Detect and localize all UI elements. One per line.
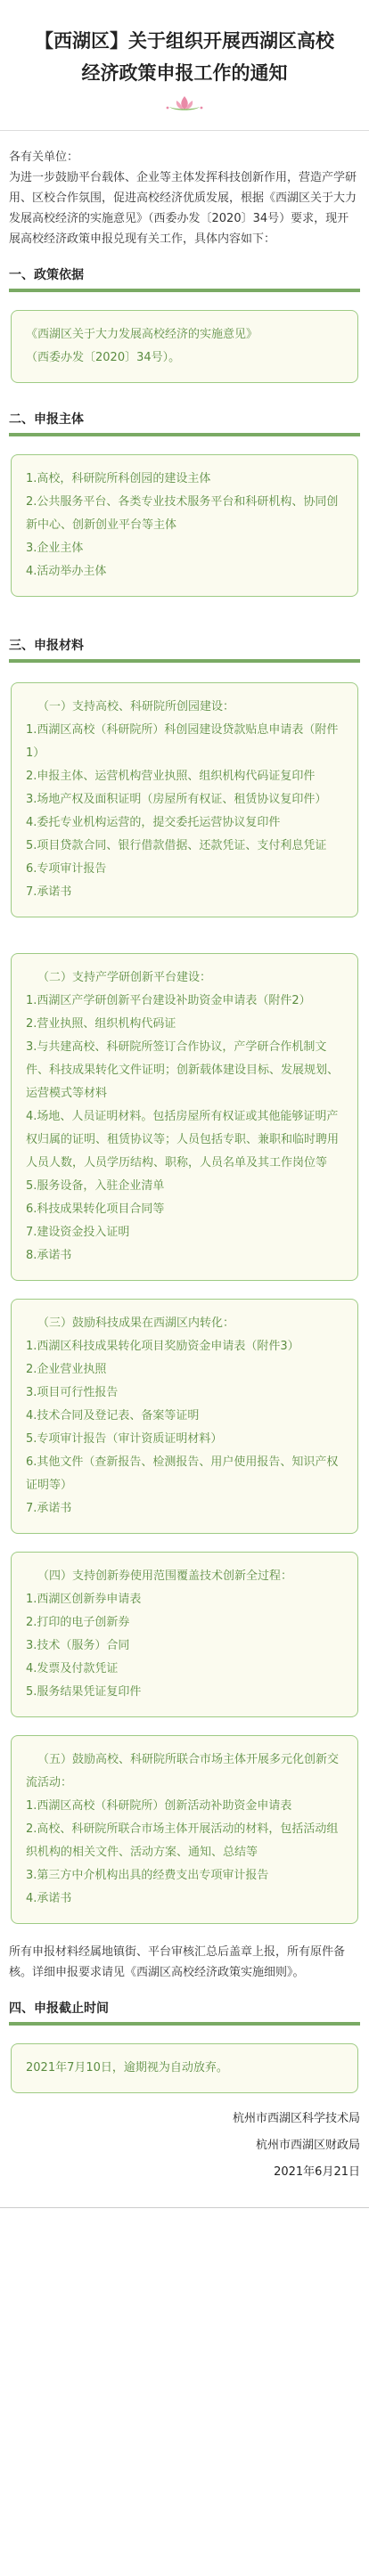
materials-card-2 [11, 953, 358, 1281]
list-item: 5.专项审计报告（审计资质证明材料） [26, 1432, 223, 1446]
list-item: 7.承诺书 [26, 885, 72, 899]
materials-card-4 [11, 1552, 358, 1717]
list-item: 5.项目贷款合同、银行借款借据、还款凭证、支付利息凭证 [26, 839, 327, 852]
section-heading-subjects: 二、申报主体 [9, 410, 360, 436]
group-title: （一）支持高校、科研院所创园建设： [37, 700, 235, 713]
list-item: 1.高校，科研院所科创园的建设主体 [26, 472, 211, 485]
list-item: 4.技术合同及登记表、备案等证明 [26, 1409, 200, 1423]
list-item: 5.服务设备，入驻企业清单 [26, 1179, 165, 1193]
list-item: 1.西湖区创新券申请表 [26, 1593, 142, 1606]
list-item: 2.企业营业执照 [26, 1363, 107, 1376]
list-item: 3.第三方中介机构出具的经费支出专项审计报告 [26, 1869, 269, 1882]
list-item: 1.西湖区产学研创新平台建设补助资金申请表（附件2） [26, 994, 311, 1007]
list-item: 4.承诺书 [26, 1892, 72, 1905]
list-item: 3.项目可行性报告 [26, 1386, 119, 1399]
list-item: 8.承诺书 [26, 1249, 72, 1262]
list-item: 2.公共服务平台、各类专业技术服务平台和科研机构、协同创新中心、创新创业平台等主体 [26, 495, 339, 532]
list-item: 5.服务结果凭证复印件 [26, 1685, 142, 1699]
section-heading-basis: 一、政策依据 [9, 265, 360, 292]
section-underline [9, 433, 360, 436]
list-item: 6.其他文件（查新报告、检测报告、用户使用报告、知识产权证明等） [26, 1455, 339, 1492]
group-title: （二）支持产学研创新平台建设： [37, 971, 212, 984]
materials-card-3 [11, 1299, 358, 1534]
basis-card: 《西湖区关于大力发展高校经济的实施意见》 （西委办发〔2020〕34号）。 [11, 310, 358, 383]
lotus-icon [164, 94, 205, 112]
issue-date: 2021年6月21日 [274, 2165, 360, 2179]
list-item: 7.承诺书 [26, 1502, 72, 1515]
list-item: 2.申报主体、运营机构营业执照、组织机构代码证复印件 [26, 770, 316, 783]
signature-block [0, 2093, 369, 2186]
list-item: 6.专项审计报告 [26, 862, 107, 876]
section-underline [9, 289, 360, 292]
article-header [0, 0, 369, 112]
group-title: （四）支持创新券使用范围覆盖技术创新全过程： [37, 1569, 293, 1583]
list-item: 6.科技成果转化项目合同等 [26, 1202, 165, 1216]
list-item: 1.西湖区科技成果转化项目奖励资金申请表（附件3） [26, 1340, 299, 1353]
bottom-divider [0, 2207, 369, 2208]
list-item: 3.与共建高校、科研院所签订合作协议，产学研合作机制文件、科技成果转化文件证明；创新载体建设目标、发展规划、运营模式等材料 [26, 1040, 340, 1100]
section-underline [9, 659, 360, 663]
list-item: 3.企业主体 [26, 542, 84, 555]
section-heading-deadline: 四、申报截止时间 [9, 1999, 360, 2026]
list-item: 4.委托专业机构运营的，提交委托运营协议复印件 [26, 816, 281, 829]
list-item: 2.营业执照、组织机构代码证 [26, 1017, 176, 1031]
list-item: 1.西湖区高校（科研院所）科创园建设贷款贴息申请表（附件1） [26, 723, 339, 760]
materials-card-5 [11, 1735, 358, 1924]
article-title: 【西湖区】关于组织开展西湖区高校 经济政策申报工作的通知 [35, 29, 334, 84]
section-underline [9, 2022, 360, 2026]
list-item: 2.高校、科研院所联合市场主体开展活动的材料，包括活动组织机构的相关文件、活动方案、通知、总结等 [26, 1822, 339, 1859]
section-heading-materials: 三、申报材料 [9, 636, 360, 663]
subjects-card [11, 454, 358, 597]
materials-card-1 [11, 682, 358, 917]
deadline-card: 2021年7月10日，逾期视为自动放弃。 [11, 2043, 358, 2093]
group-title: （三）鼓励科技成果在西湖区内转化： [37, 1317, 235, 1330]
list-item: 4.场地、人员证明材料。包括房屋所有权证或其他能够证明产权归属的证明、租赁协议等；人员包括专职、兼职和临时聘用人员人数，人员学历结构、职称，人员名单及其工作岗位等 [26, 1110, 340, 1170]
list-item: 3.技术（服务）合同 [26, 1639, 130, 1652]
submission-note: 所有申报材料经属地镇街、平台审核汇总后盖章上报，所有原件备核。详细申报要求请见《西湖区高校经济政策实施细则》。 [9, 1945, 346, 1979]
issuer-1: 杭州市西湖区科学技术局 [232, 2112, 360, 2125]
issuer-2: 杭州市西湖区财政局 [255, 2139, 360, 2152]
list-item: 4.发票及付款凭证 [26, 1662, 119, 1675]
list-item: 4.活动举办主体 [26, 565, 107, 578]
list-item: 7.建设资金投入证明 [26, 1226, 130, 1239]
group-title: （五）鼓励高校、科研院所联合市场主体开展多元化创新交流活动： [26, 1753, 340, 1789]
list-item: 2.打印的电子创新券 [26, 1616, 130, 1629]
list-item: 3.场地产权及面积证明（房屋所有权证、租赁协议复印件） [26, 793, 327, 806]
list-item: 1.西湖区高校（科研院所）创新活动补助资金申请表 [26, 1799, 292, 1813]
intro-text: 各有关单位： 为进一步鼓励平台载体、企业等主体发挥科技创新作用，营造产学研用、区校合作氛围，促进高校经济优质发展，根据《西湖区关于大力发展高校经济的实施意见》（西委办发〔2020〕34号）要求，现开展高校经济政策申报兑现有关工作，具体内容如下： [9, 151, 357, 246]
